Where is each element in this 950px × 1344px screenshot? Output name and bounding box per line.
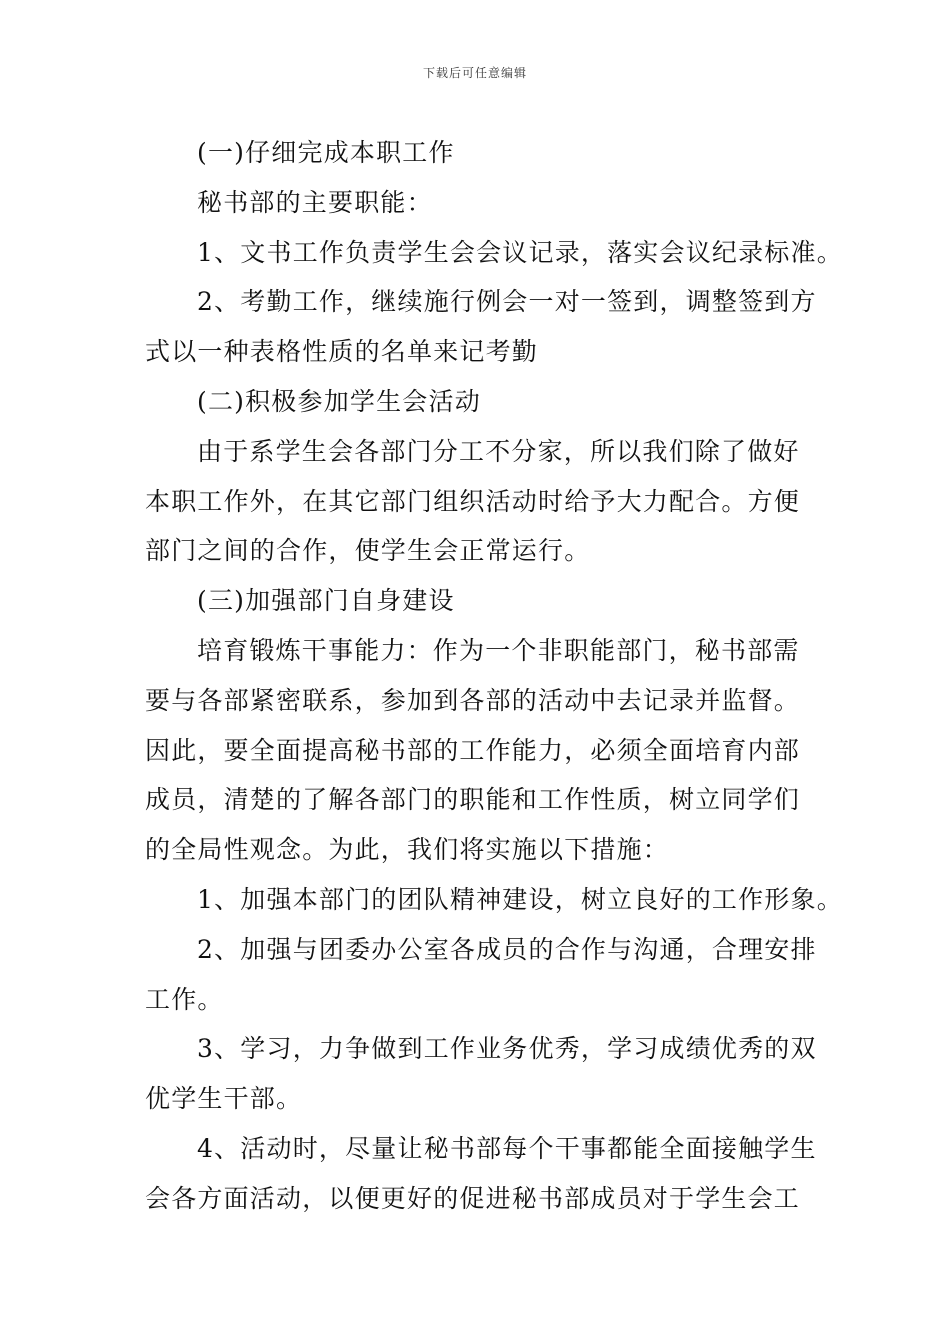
- list-item-continuation: 工作。: [145, 984, 224, 1014]
- list-item-continuation: 优学生干部。: [145, 1084, 303, 1114]
- list-item-continuation: 会各方面活动，以便更好的促进秘书部成员对于学生会工: [145, 1183, 801, 1213]
- list-item: 2、加强与团委办公室各成员的合作与沟通，合理安排: [197, 934, 817, 964]
- paragraph-line: 培育锻炼干事能力：作为一个非职能部门，秘书部需: [197, 635, 800, 665]
- section-heading-3: (三)加强部门自身建设: [197, 586, 455, 616]
- paragraph-line: 要与各部紧密联系，参加到各部的活动中去记录并监督。: [145, 685, 801, 715]
- paragraph-line: 由于系学生会各部门分工不分家，所以我们除了做好: [197, 436, 800, 466]
- paragraph-line: 2、考勤工作，继续施行例会一对一签到，调整签到方: [197, 287, 817, 317]
- document-body: [145, 128, 843, 1224]
- paragraph-line: 因此，要全面提高秘书部的工作能力，必须全面培育内部: [145, 735, 801, 765]
- page-header: 下载后可任意编辑: [422, 66, 527, 80]
- paragraph-line: 1、文书工作负责学生会会议记录，落实会议纪录标准。: [197, 237, 843, 267]
- list-item: 1、加强本部门的团队精神建设，树立良好的工作形象。: [197, 884, 843, 914]
- section-heading-2: (二)积极参加学生会活动: [197, 386, 481, 416]
- list-item: 3、学习，力争做到工作业务优秀，学习成绩优秀的双: [197, 1034, 817, 1064]
- section-heading-1: (一)仔细完成本职工作: [197, 138, 455, 167]
- list-item: 4、活动时，尽量让秘书部每个干事都能全面接触学生: [197, 1133, 817, 1163]
- paragraph-line: 本职工作外，在其它部门组织活动时给予大力配合。方便: [145, 486, 801, 516]
- paragraph-line: 的全局性观念。为此，我们将实施以下措施：: [145, 835, 670, 865]
- paragraph-line: 式以一种表格性质的名单来记考勤: [145, 337, 539, 367]
- paragraph-line: 成员，清楚的了解各部门的职能和工作性质，树立同学们: [145, 785, 801, 815]
- paragraph-line: 秘书部的主要职能：: [197, 187, 433, 217]
- paragraph-line: 部门之间的合作，使学生会正常运行。: [145, 536, 591, 566]
